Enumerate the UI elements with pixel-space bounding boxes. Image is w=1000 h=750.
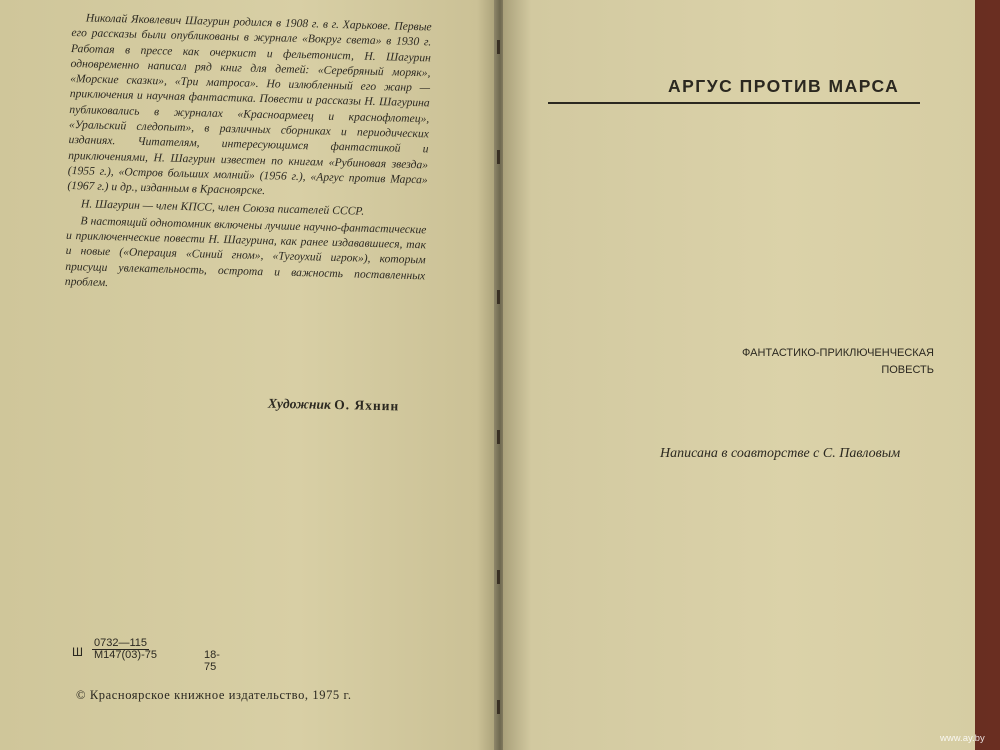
binding-stitch	[497, 290, 500, 304]
catalog-extra: 18-75	[204, 649, 220, 673]
watermark: www.ay.by	[940, 733, 985, 744]
genre-line-1: ФАНТАСТИКО-ПРИКЛЮЧЕНЧЕСКАЯ	[742, 347, 934, 359]
binding-stitch	[497, 150, 500, 164]
artist-name: О. Яхнин	[334, 397, 400, 414]
left-page	[0, 0, 497, 750]
genre-line-2: ПОВЕСТЬ	[881, 364, 934, 376]
binding-stitch	[497, 40, 500, 54]
binding-stitch	[497, 430, 500, 444]
binding-stitch	[497, 700, 500, 714]
catalog-denominator: М147(03)-75	[94, 649, 157, 661]
catalog-code	[72, 637, 220, 673]
title-underline	[548, 102, 920, 104]
bio-paragraph-1: Николай Яковлевич Шагурин родился в 1908 г. в г. Харькове. Первые его рассказы были опубликованы в журнале «Вокруг света» в 1930 г. Работая в прессе как очеркист и фельетонист, Н. Шагурин одновременно написал ряд книг для детей: «Серебряный моряк», «Морские сказки», «Три матроса». Но излюбленный его жанр — приключения и научная фантастика. Повести и рассказы Н. Шагурина публиковались в журналах «Красноармеец и краснофлотец», «Уральский следопыт», в различных сборниках и периодических изданиях. Читателям, интересующимся фантастикой и приключениями, Н. Шагурин известен по книгам «Рубиновая звезда» (1955 г.), «Остров больших молний» (1956 г.), «Аргус против Марса» (1967 г.) и др., изданным в Красноярске.	[67, 11, 432, 198]
catalog-numerator: 0732—115	[94, 637, 148, 649]
coauthor-note: Написана в соавторстве с С. Павловым	[660, 446, 901, 461]
catalog-letter: Ш	[72, 645, 83, 659]
book-title: АРГУС ПРОТИВ МАРСА	[668, 76, 900, 96]
binding-stitch	[497, 570, 500, 584]
bio-paragraph-3: В настоящий однотомник включены лучшие научно-фантастические и приключенческие повести Н. Шагурина, как ранее издававшиеся, так и новые («Операция «Синий гном», «Тугоухий игрок»), которым присущи увлекательность, острота и важность поставленных проблем.	[64, 214, 427, 290]
author-biography	[65, 10, 432, 299]
genre-label	[734, 345, 934, 379]
copyright-line: © Красноярское книжное издательство, 1975 г.	[76, 688, 352, 702]
artist-label: Художник	[267, 395, 331, 412]
bio-paragraph-2: Н. Шагурин — член КПСС, член Союза писателей СССР.	[80, 196, 365, 218]
artist-credit	[268, 396, 400, 415]
